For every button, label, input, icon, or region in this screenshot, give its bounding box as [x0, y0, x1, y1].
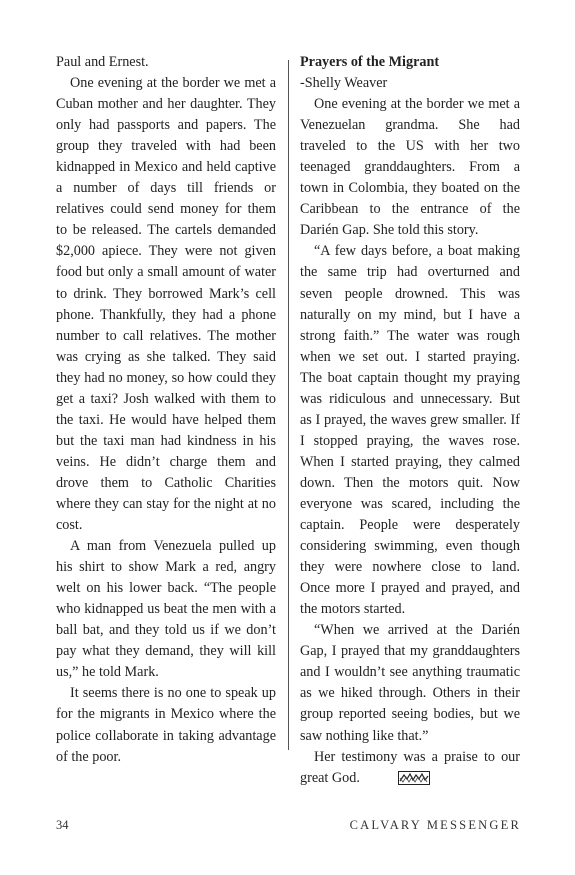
page-number: 34	[56, 818, 69, 832]
left-column	[56, 52, 276, 768]
paragraph: It seems there is no one to speak up for the migrants in Mexico where the police collaborate in taking advantage of the poor.	[56, 685, 276, 765]
end-of-article-icon	[398, 771, 430, 785]
last-paragraph	[300, 747, 520, 789]
paragraph: One evening at the border we met a Venezuelan grandma. She had traveled to the US with her two teenaged granddaughters. From a town in Colombia, they boated on the Caribbean to the entrance of the Darién Gap. She told this story.	[300, 96, 520, 239]
article-title: Prayers of the Migrant	[300, 54, 440, 70]
paragraph: Paul and Ernest.	[56, 54, 149, 70]
paragraph-text: Her testimony was a praise to our great God.	[300, 748, 520, 786]
column-divider	[288, 60, 289, 750]
right-column	[300, 52, 520, 789]
paragraph: “A few days before, a boat making the same trip had overturned and seven people drowned. This was naturally on my mind, but I have a strong faith.” The water was rough when we set out. I started praying. The boat captain thought my praying was ridiculous and unnecessary. But as I prayed, the waves grew smaller. If I stopped praying, the waves rose. When I started praying, they calmed down. Then the motors quit. Now everyone was scared, including the captain. People were desperately considering swimming, even though they were nowhere close to land. Once more I prayed and prayed, and the motors started.	[300, 243, 520, 618]
paragraph: A man from Venezuela pulled up his shirt to show Mark a red, angry welt on his lower back. “The people who kidnapped us beat the men with a ball bat, and they told us if we don’t pay what they demand, they will kill us,” he told Mark.	[56, 538, 276, 681]
paragraph: “When we arrived at the Darién Gap, I prayed that my granddaughters and I wouldn’t see anything traumatic as we hiked through. Others in their group reported seeing bodies, but we saw nothing like that.”	[300, 622, 520, 744]
publication-name: CALVARY MESSENGER	[349, 818, 521, 832]
article-byline: -Shelly Weaver	[300, 75, 388, 92]
paragraph: One evening at the border we met a Cuban mother and her daughter. They only had passports and papers. The group they traveled with had been kidnapped in Mexico and held captive a number of days till friends or relatives could send money for them to be released. The cartels demanded $2,000 apiece. They were not given food but only a small amount of water to drink. They borrowed Mark’s cell phone. Thankfully, they had a phone number to call relatives. The mother was crying as she talked. They said they had no money, so how could they get a taxi? Josh walked with them to the taxi. He would have helped them but the taxi man had kindness in his veins. He didn’t charge them and drove them to Catholic Charities where they can stay for the night at no cost.	[56, 75, 276, 534]
